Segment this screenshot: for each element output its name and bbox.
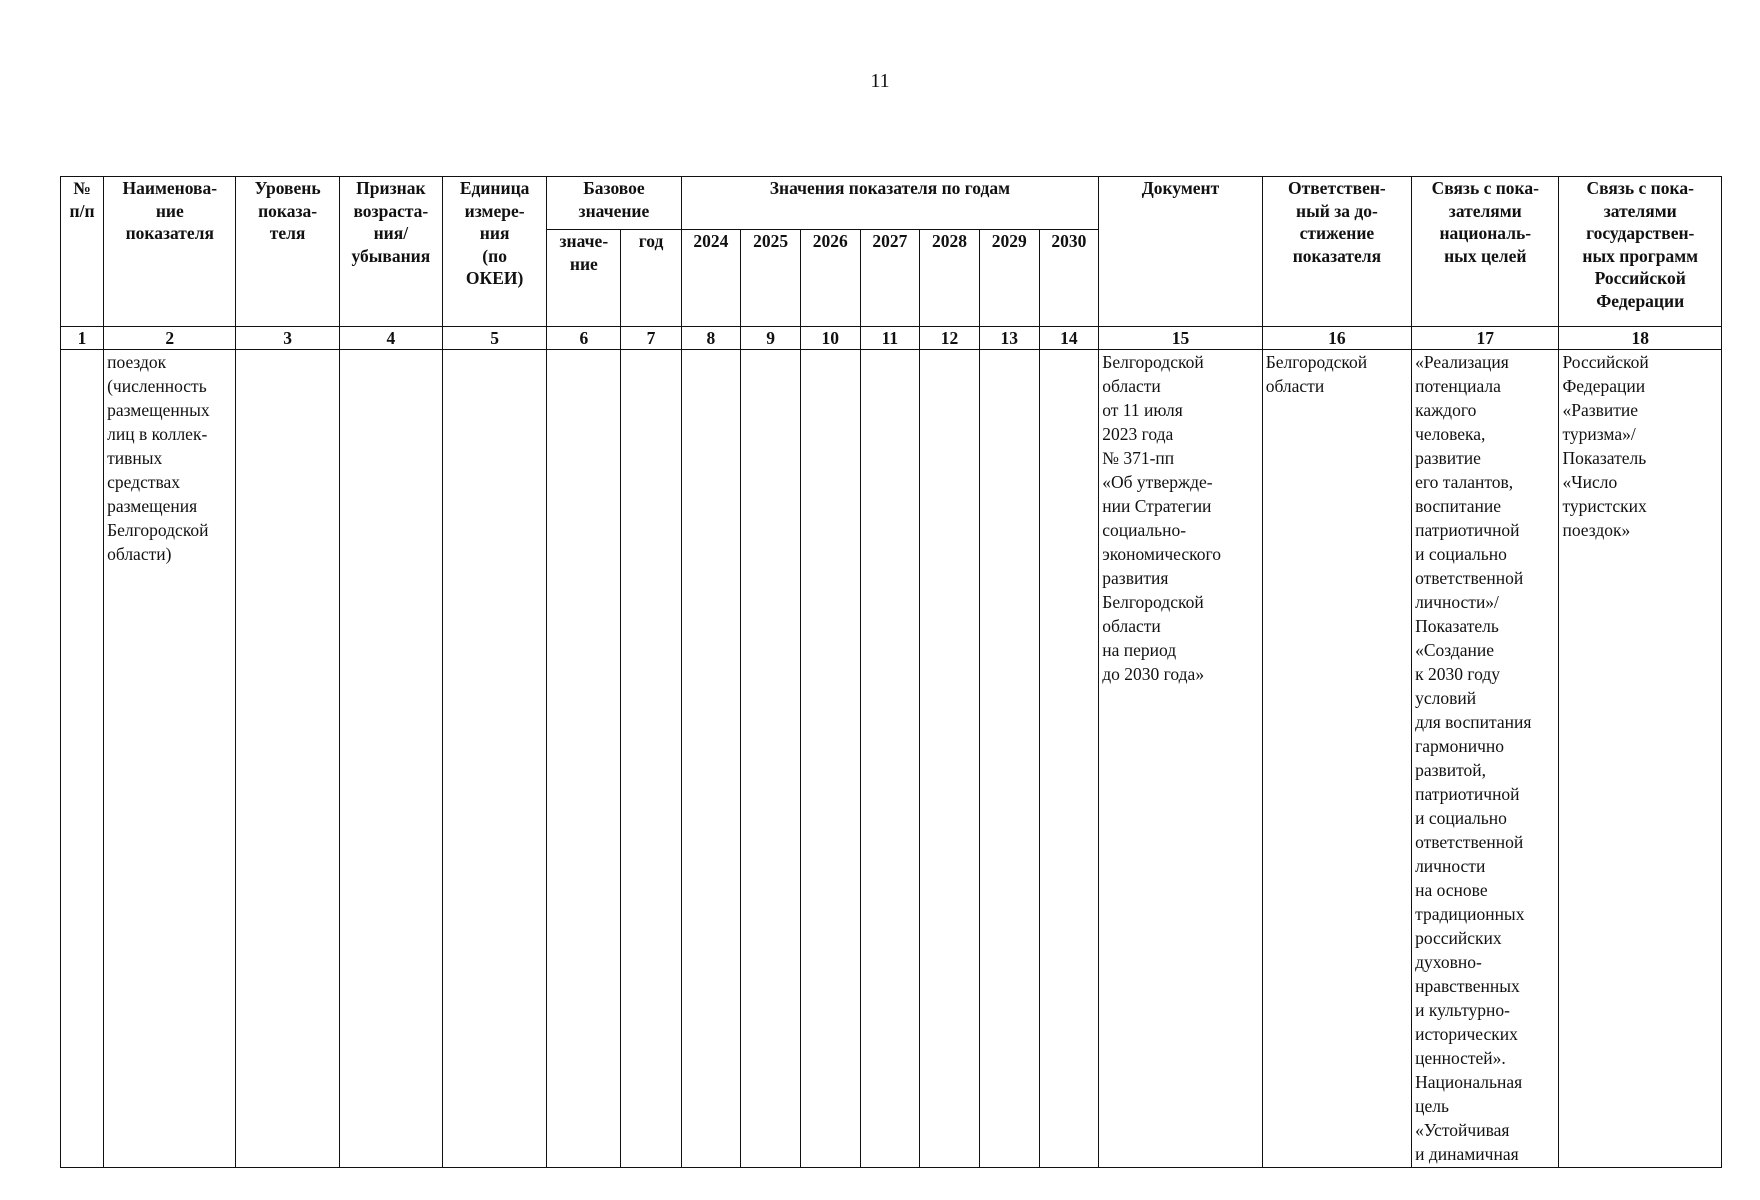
cell-document: Белгородской области от 11 июля 2023 года № 371-пп «Об утвержде- нии Стратегии социально- экономического развития Белгородской области на период до 2030 года» — [1099, 350, 1262, 1168]
cell-base-value — [547, 350, 621, 1168]
cell-year-2028 — [920, 350, 980, 1168]
column-number: 8 — [681, 327, 741, 350]
cell-year-2030 — [1039, 350, 1099, 1168]
cell-year-2027 — [860, 350, 920, 1168]
cell-state-programs: Российской Федерации «Развитие туризма»/ Показатель «Число туристских поездок» — [1559, 350, 1722, 1168]
cell-base-year — [621, 350, 681, 1168]
header-state-programs: Связь с пока- зателями государствен- ных программ Российской Федерации — [1559, 177, 1722, 327]
column-number: 2 — [104, 327, 236, 350]
header-year-2024: 2024 — [681, 230, 741, 327]
column-number: 5 — [442, 327, 546, 350]
header-trend: Признак возраста- ния/ убывания — [339, 177, 442, 327]
column-number: 11 — [860, 327, 920, 350]
header-document: Документ — [1099, 177, 1262, 327]
cell-national-goals: «Реализация потенциала каждого человека, развитие его талантов, воспитание патриотичной и социально ответственной личности»/ Показатель «Создание к 2030 году условий для воспитания гармонично развитой, патриотичной и социально ответственной личности на основе традиционных российских духовно- нравственных и культурно- исторических ценностей». Национальная цель «Устойчивая и динамичная — [1412, 350, 1559, 1168]
header-year-2025: 2025 — [741, 230, 801, 327]
column-number: 15 — [1099, 327, 1262, 350]
header-responsible: Ответствен- ный за до- стижение показателя — [1262, 177, 1411, 327]
header-national-goals: Связь с пока- зателями националь- ных целей — [1412, 177, 1559, 327]
column-number: 9 — [741, 327, 801, 350]
cell-trend — [339, 350, 442, 1168]
header-years-group: Значения показателя по годам — [681, 177, 1099, 230]
cell-num — [61, 350, 104, 1168]
cell-name: поездок (численность размещенных лиц в коллек- тивных средствах размещения Белгородской области) — [104, 350, 236, 1168]
column-number: 13 — [979, 327, 1039, 350]
header-year-2028: 2028 — [920, 230, 980, 327]
header-num: № п/п — [61, 177, 104, 327]
cell-level — [236, 350, 339, 1168]
header-year-2029: 2029 — [979, 230, 1039, 327]
column-number: 4 — [339, 327, 442, 350]
header-base-year: год — [621, 230, 681, 327]
column-number: 16 — [1262, 327, 1411, 350]
table-row — [61, 350, 1722, 1168]
page-number: 11 — [870, 70, 890, 92]
column-number: 6 — [547, 327, 621, 350]
cell-responsible: Белгородской области — [1262, 350, 1411, 1168]
column-number: 12 — [920, 327, 980, 350]
indicators-table — [60, 176, 1722, 1168]
column-number: 1 — [61, 327, 104, 350]
header-name: Наименова- ние показателя — [104, 177, 236, 327]
header-unit: Единица измере- ния (по ОКЕИ) — [442, 177, 546, 327]
header-base-group: Базовое значение — [547, 177, 681, 230]
header-level: Уровень показа- теля — [236, 177, 339, 327]
header-year-2026: 2026 — [800, 230, 860, 327]
header-year-2027: 2027 — [860, 230, 920, 327]
cell-year-2029 — [979, 350, 1039, 1168]
column-number: 7 — [621, 327, 681, 350]
cell-year-2024 — [681, 350, 741, 1168]
header-year-2030: 2030 — [1039, 230, 1099, 327]
column-number: 14 — [1039, 327, 1099, 350]
cell-year-2026 — [800, 350, 860, 1168]
cell-unit — [442, 350, 546, 1168]
column-number: 17 — [1412, 327, 1559, 350]
column-numbers-row — [61, 327, 1722, 350]
column-number: 3 — [236, 327, 339, 350]
column-number: 18 — [1559, 327, 1722, 350]
header-base-value: значе- ние — [547, 230, 621, 327]
header-row-1 — [61, 177, 1722, 230]
column-number: 10 — [800, 327, 860, 350]
cell-year-2025 — [741, 350, 801, 1168]
